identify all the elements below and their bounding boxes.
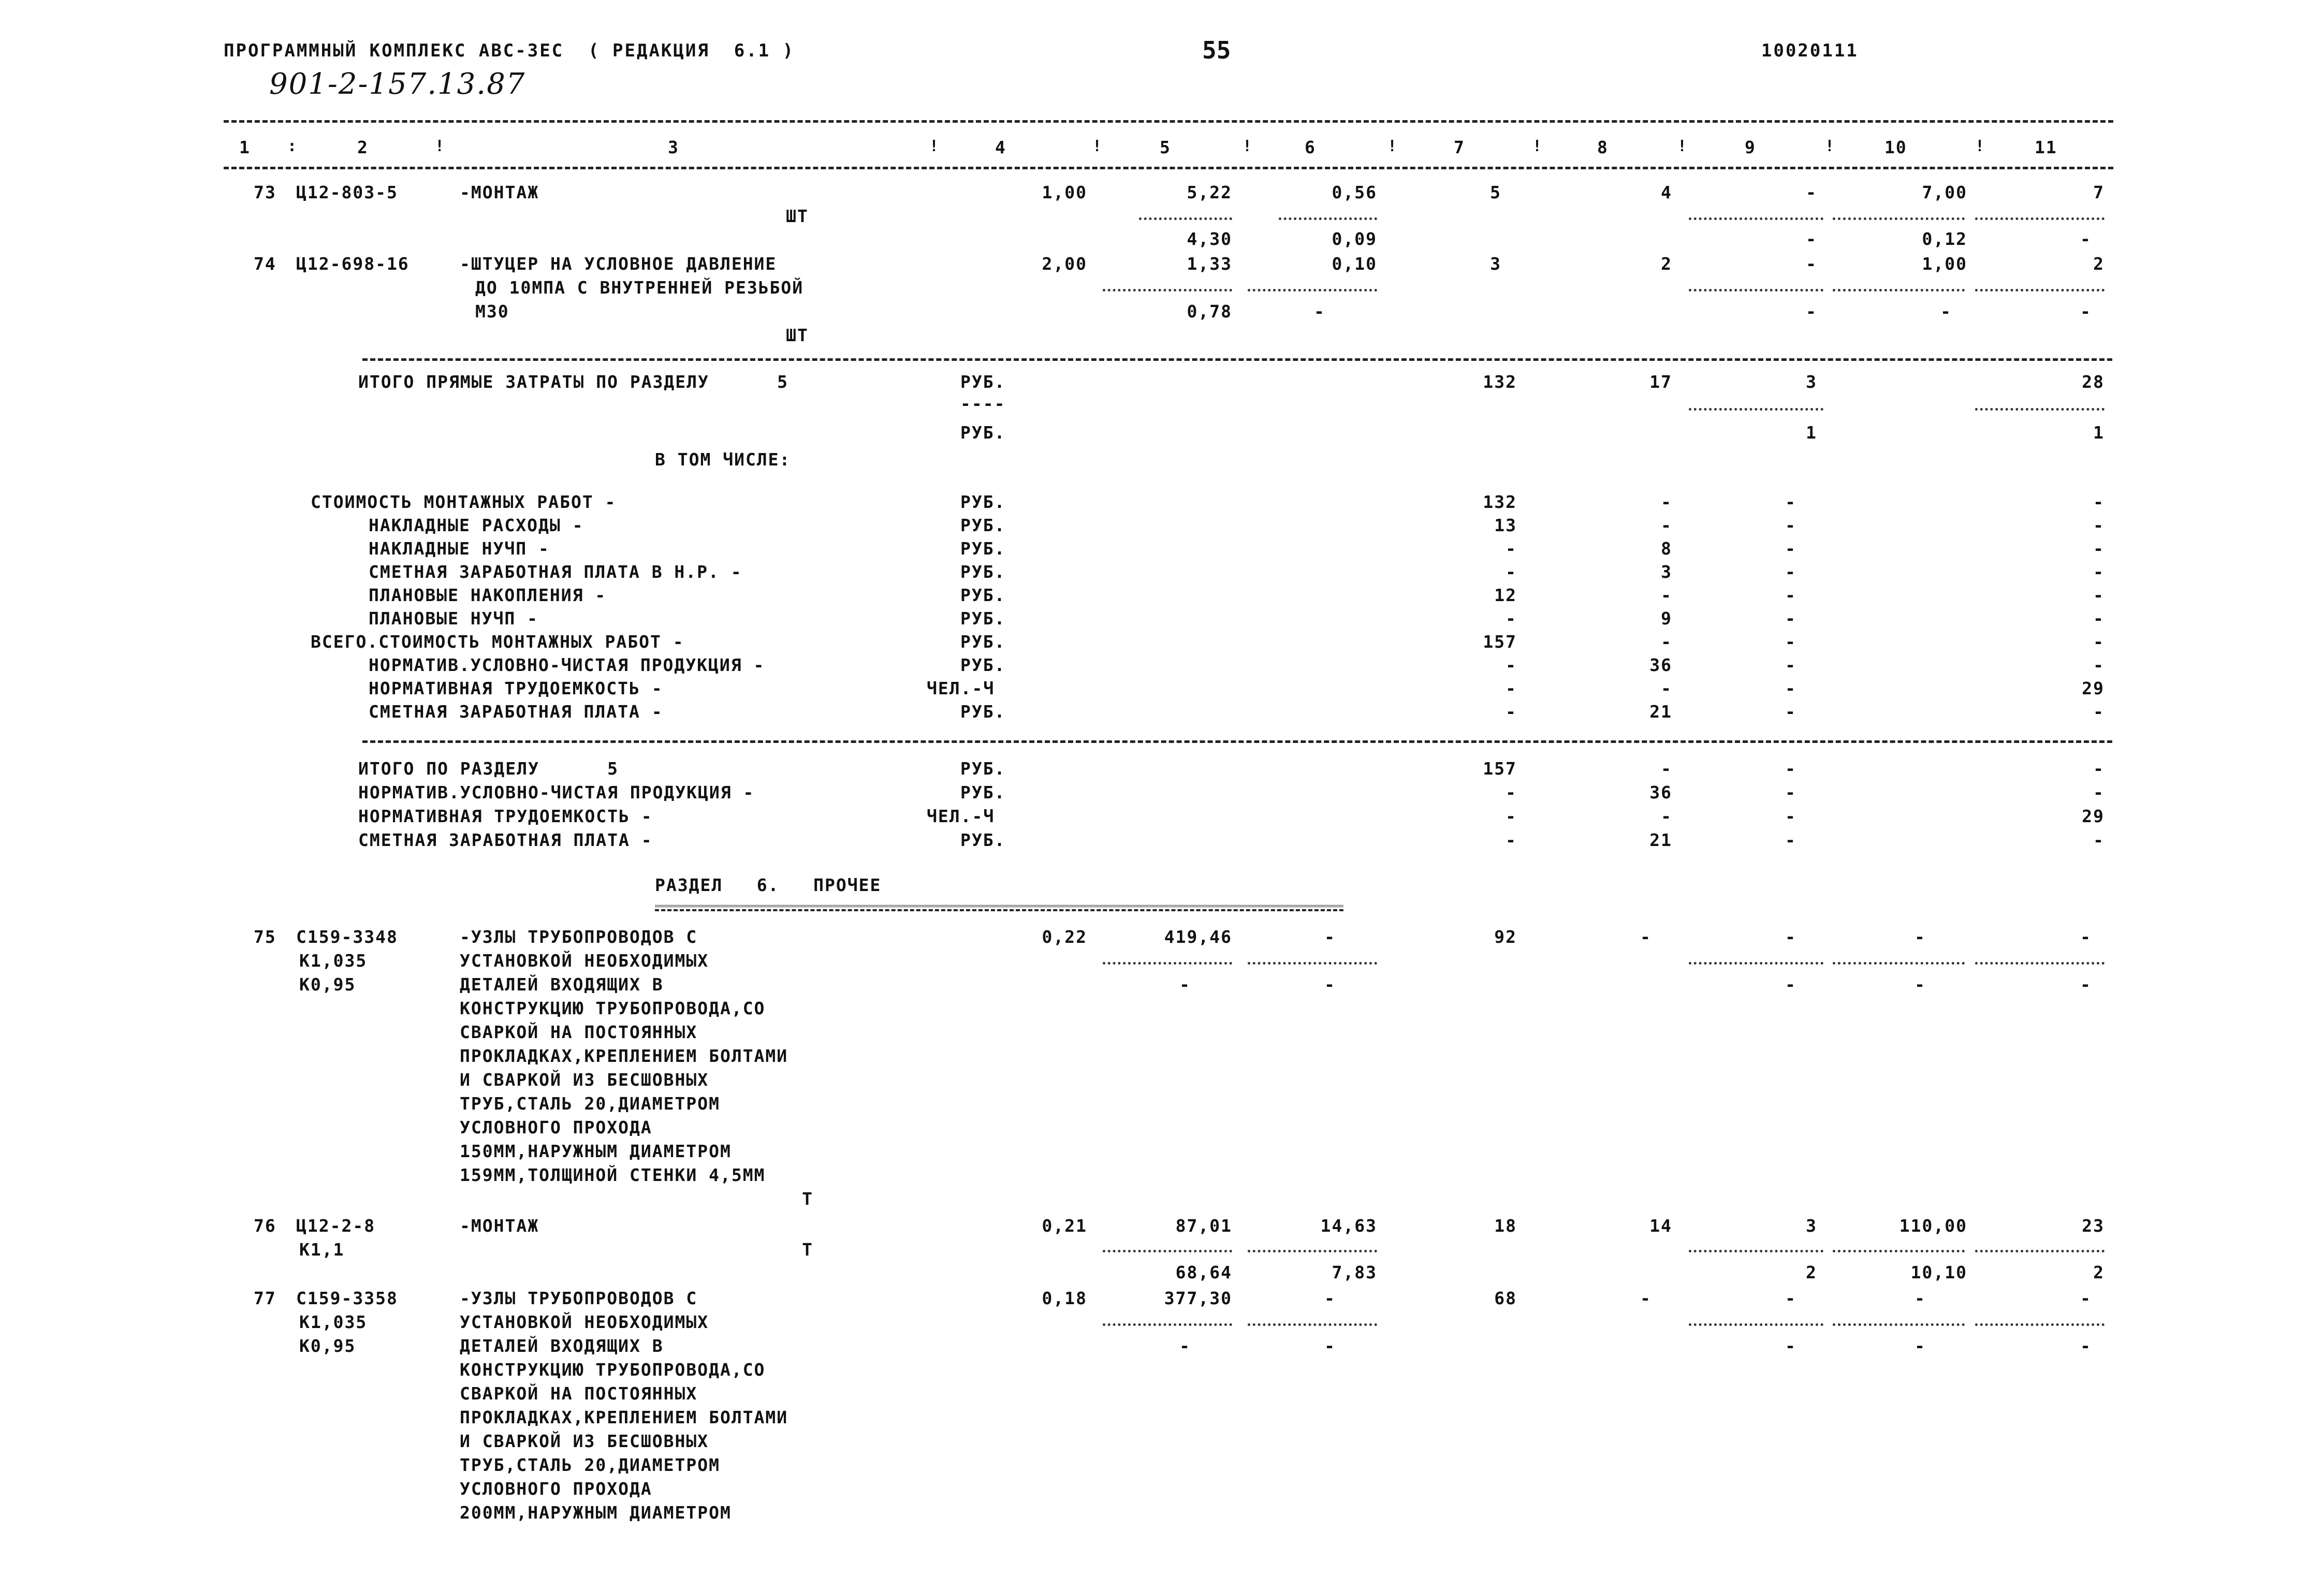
cell-7: - — [1506, 538, 1517, 559]
item-code-coef: К1,035 — [299, 951, 368, 971]
unit-label: РУБ. — [960, 492, 1006, 512]
cell-11: 23 — [2082, 1216, 2104, 1236]
item-code: С159-3348 — [296, 927, 398, 947]
cell-8: - — [1661, 632, 1672, 652]
cell-11b: - — [2080, 974, 2092, 995]
cell-7: - — [1506, 806, 1517, 826]
sub-divider — [1689, 962, 1823, 965]
cell-8: 14 — [1649, 1216, 1672, 1236]
cell-7: 132 — [1483, 492, 1517, 512]
cell-8: - — [1661, 515, 1672, 535]
breakdown-label: НАКЛАДНЫЕ РАСХОДЫ - — [369, 515, 584, 535]
cell-9: 3 — [1806, 1216, 1817, 1236]
cell-7: 92 — [1494, 927, 1517, 947]
description-line: КОНСТРУКЦИЮ ТРУБОПРОВОДА,СО — [460, 1360, 766, 1380]
cell-9: - — [1785, 806, 1796, 826]
item-code: Ц12-803-5 — [296, 182, 398, 202]
cell-10: 110,00 — [1899, 1216, 1967, 1236]
unit-label: РУБ. — [960, 782, 1006, 803]
cell-8: 36 — [1649, 782, 1672, 803]
col-sep: ! — [1825, 137, 1835, 155]
cell-5: 87,01 — [1175, 1216, 1232, 1236]
section-total-label: ИТОГО ПРЯМЫЕ ЗАТРАТЫ ПО РАЗДЕЛУ 5 — [358, 372, 788, 392]
section-6-title: РАЗДЕЛ 6. ПРОЧЕЕ — [655, 875, 882, 895]
cell-6b: - — [1324, 974, 1336, 995]
sub-divider — [1975, 962, 2104, 965]
unit-label: ЧЕЛ.-Ч — [927, 806, 995, 826]
cell-11: - — [2093, 492, 2104, 512]
unit-label: РУБ. — [960, 632, 1006, 652]
cell-11: - — [2093, 585, 2104, 605]
col-6: 6 — [1305, 137, 1316, 157]
item-description: ДО 10МПА С ВНУТРЕННЕЙ РЕЗЬБОЙ — [475, 278, 804, 298]
cell-5b: 68,64 — [1175, 1262, 1232, 1282]
cell-6b: 7,83 — [1332, 1262, 1377, 1282]
item-code-coef: К0,95 — [299, 974, 356, 995]
sub-divider — [1103, 289, 1232, 291]
cell-11b: 2 — [2093, 1262, 2104, 1282]
item-unit: ШТ — [786, 206, 809, 226]
sub-divider — [1975, 217, 2104, 220]
cell-11b: - — [2080, 1336, 2092, 1356]
sub-divider — [1103, 962, 1232, 965]
cell-10: - — [1914, 1288, 1926, 1308]
col-sep: ! — [1677, 137, 1687, 155]
breakdown-label: НАКЛАДНЫЕ НУЧП - — [369, 538, 550, 559]
sub-divider — [1833, 1323, 1965, 1326]
cell-9b: - — [1806, 229, 1817, 249]
description-line: УСЛОВНОГО ПРОХОДА — [460, 1117, 652, 1137]
cell-7: 5 — [1490, 182, 1501, 202]
unit-label: РУБ. — [960, 538, 1006, 559]
cell-8: - — [1661, 758, 1672, 779]
sub-divider — [1689, 1323, 1823, 1326]
sub-divider — [1689, 1250, 1823, 1252]
cell-7: - — [1506, 702, 1517, 722]
breakdown-label: СТОИМОСТЬ МОНТАЖНЫХ РАБОТ - — [311, 492, 617, 512]
item-code-coef: К1,035 — [299, 1312, 368, 1332]
item-number: 75 — [254, 927, 276, 947]
cell-9: - — [1785, 492, 1796, 512]
sub-divider — [1975, 289, 2104, 291]
unit-label: РУБ. — [960, 702, 1006, 722]
description-line: 159ММ,ТОЛЩИНОЙ СТЕНКИ 4,5ММ — [460, 1165, 766, 1185]
col-sep: : — [287, 137, 297, 155]
col-4: 4 — [995, 137, 1006, 157]
sub-divider — [1833, 962, 1965, 965]
cell-9: - — [1785, 1288, 1796, 1308]
col-9: 9 — [1745, 137, 1756, 157]
sub-divider — [1975, 408, 2104, 411]
item-unit: Т — [802, 1239, 813, 1260]
cell-7: 157 — [1483, 632, 1517, 652]
cell-11: - — [2093, 632, 2104, 652]
breakdown-label: НОРМАТИВ.УСЛОВНО-ЧИСТАЯ ПРОДУКЦИЯ - — [369, 655, 765, 675]
cell-9: - — [1785, 608, 1796, 629]
col-3: 3 — [668, 137, 679, 157]
sub-divider — [1833, 217, 1965, 220]
cell-8: - — [1640, 927, 1651, 947]
cell-7: 3 — [1490, 254, 1501, 274]
cell-9: - — [1785, 758, 1796, 779]
cell-9: - — [1785, 538, 1796, 559]
cell-8: - — [1661, 678, 1672, 698]
cell-8: 3 — [1661, 562, 1672, 582]
cell-8: 21 — [1649, 830, 1672, 850]
cell-11b: - — [2080, 229, 2092, 249]
breakdown-label: ПЛАНОВЫЕ НУЧП - — [369, 608, 539, 629]
cell-9: - — [1785, 515, 1796, 535]
breakdown-label: СМЕТНАЯ ЗАРАБОТНАЯ ПЛАТА В Н.Р. - — [369, 562, 742, 582]
cell-9: - — [1785, 830, 1796, 850]
cell-11: 29 — [2082, 678, 2104, 698]
cell-11: 28 — [2082, 372, 2104, 392]
cell-9: - — [1785, 927, 1796, 947]
col-sep: ! — [1092, 137, 1102, 155]
cell-10b: - — [1940, 301, 1952, 322]
cell-9b: - — [1806, 301, 1817, 322]
cell-5b: 0,78 — [1187, 301, 1232, 322]
description-line: ТРУБ,СТАЛЬ 20,ДИАМЕТРОМ — [460, 1455, 720, 1475]
top-rule — [224, 120, 2113, 123]
sub-divider — [1833, 289, 1965, 291]
cell-8: - — [1640, 1288, 1651, 1308]
cell-6b: 0,09 — [1332, 229, 1377, 249]
description-line: ТРУБ,СТАЛЬ 20,ДИАМЕТРОМ — [460, 1093, 720, 1114]
col-sep: ! — [1975, 137, 1985, 155]
cell-11: - — [2093, 758, 2104, 779]
page-number: 55 — [1202, 36, 1231, 64]
cell-5: 377,30 — [1164, 1288, 1232, 1308]
cell-11: - — [2093, 562, 2104, 582]
cell-9: - — [1785, 782, 1796, 803]
description-line: И СВАРКОЙ ИЗ БЕСШОВНЫХ — [460, 1070, 709, 1090]
cell-6: - — [1324, 1288, 1336, 1308]
item-number: 77 — [254, 1288, 276, 1308]
item-description: -МОНТАЖ — [460, 1216, 539, 1236]
item-description: -ШТУЦЕР НА УСЛОВНОЕ ДАВЛЕНИЕ — [460, 254, 777, 274]
description-line: ПРОКЛАДКАХ,КРЕПЛЕНИЕМ БОЛТАМИ — [460, 1046, 788, 1066]
unit-label: РУБ. — [960, 562, 1006, 582]
cell-11: 2 — [2093, 254, 2104, 274]
cell-9: - — [1785, 632, 1796, 652]
col-2: 2 — [357, 137, 369, 157]
document-code: 10020111 — [1761, 40, 1859, 61]
cell-8: 17 — [1649, 372, 1672, 392]
sub-divider — [1248, 1250, 1377, 1252]
cell-7: 18 — [1494, 1216, 1517, 1236]
cell-11b: - — [2080, 301, 2092, 322]
col-10: 10 — [1884, 137, 1907, 157]
col-7: 7 — [1454, 137, 1465, 157]
cell-11: - — [2080, 927, 2092, 947]
col-11: 11 — [2035, 137, 2057, 157]
cell-9: - — [1785, 562, 1796, 582]
cell-11: 29 — [2082, 806, 2104, 826]
cell-9: - — [1806, 254, 1817, 274]
unit-divider: ---- — [960, 393, 1006, 414]
description-line: И СВАРКОЙ ИЗ БЕСШОВНЫХ — [460, 1431, 709, 1451]
cell-5: 419,46 — [1164, 927, 1232, 947]
cell-11b: 1 — [2093, 422, 2104, 443]
sub-divider — [1103, 1323, 1232, 1326]
cell-5b: - — [1179, 974, 1191, 995]
title-underline — [655, 905, 1343, 911]
cell-10b: 0,12 — [1922, 229, 1967, 249]
item-qty: 0,22 — [1042, 927, 1087, 947]
item-number: 76 — [254, 1216, 276, 1236]
cell-8: - — [1661, 585, 1672, 605]
summary-label: СМЕТНАЯ ЗАРАБОТНАЯ ПЛАТА - — [358, 830, 653, 850]
cell-6: 0,10 — [1332, 254, 1377, 274]
cell-10b: 10,10 — [1910, 1262, 1967, 1282]
item-description: -МОНТАЖ — [460, 182, 539, 202]
cell-11: - — [2093, 830, 2104, 850]
description-line: -УЗЛЫ ТРУБОПРОВОДОВ С — [460, 1288, 698, 1308]
description-line: УСТАНОВКОЙ НЕОБХОДИМЫХ — [460, 1312, 709, 1332]
item-code-coef: К0,95 — [299, 1336, 356, 1356]
breakdown-label: СМЕТНАЯ ЗАРАБОТНАЯ ПЛАТА - — [369, 702, 663, 722]
unit-label: РУБ. — [960, 515, 1006, 535]
sub-divider — [1689, 408, 1823, 411]
description-line: УСЛОВНОГО ПРОХОДА — [460, 1479, 652, 1499]
cell-11: - — [2093, 515, 2104, 535]
item-code: С159-3358 — [296, 1288, 398, 1308]
col-sep: ! — [435, 137, 445, 155]
including-label: В ТОМ ЧИСЛЕ: — [655, 449, 791, 470]
unit-label: ЧЕЛ.-Ч — [927, 678, 995, 698]
cell-8: 2 — [1661, 254, 1672, 274]
description-line: ДЕТАЛЕЙ ВХОДЯЩИХ В — [460, 974, 664, 995]
description-line: УСТАНОВКОЙ НЕОБХОДИМЫХ — [460, 951, 709, 971]
col-sep: ! — [1532, 137, 1542, 155]
cell-9: - — [1785, 702, 1796, 722]
item-qty: 0,21 — [1042, 1216, 1087, 1236]
cell-8: 36 — [1649, 655, 1672, 675]
col-8: 8 — [1597, 137, 1609, 157]
item-number: 74 — [254, 254, 276, 274]
sub-divider — [1833, 1250, 1965, 1252]
unit-label: РУБ. — [960, 372, 1006, 392]
sub-divider — [1103, 1250, 1232, 1252]
cell-10b: - — [1914, 974, 1926, 995]
unit-label: РУБ. — [960, 830, 1006, 850]
description-line: ДЕТАЛЕЙ ВХОДЯЩИХ В — [460, 1336, 664, 1356]
cell-6: 14,63 — [1320, 1216, 1377, 1236]
cell-10: 1,00 — [1922, 254, 1967, 274]
cell-11: - — [2080, 1288, 2092, 1308]
item-code-coef: К1,1 — [299, 1239, 345, 1260]
item-qty: 1,00 — [1042, 182, 1087, 202]
summary-label: НОРМАТИВНАЯ ТРУДОЕМКОСТЬ - — [358, 806, 653, 826]
cell-7: 68 — [1494, 1288, 1517, 1308]
cell-7: 12 — [1494, 585, 1517, 605]
unit-label: РУБ. — [960, 655, 1006, 675]
cell-11: - — [2093, 702, 2104, 722]
col-1: 1 — [239, 137, 251, 157]
unit-label: РУБ. — [960, 758, 1006, 779]
cell-5b: - — [1179, 1336, 1191, 1356]
breakdown-label: ПЛАНОВЫЕ НАКОПЛЕНИЯ - — [369, 585, 607, 605]
cell-7: - — [1506, 655, 1517, 675]
item-unit: ШТ — [786, 325, 809, 345]
sub-divider — [1248, 1323, 1377, 1326]
unit-label: РУБ. — [960, 422, 1006, 443]
item-description: М30 — [475, 301, 509, 322]
sub-divider — [1975, 1250, 2104, 1252]
item-number: 73 — [254, 182, 276, 202]
cell-6b: - — [1324, 1336, 1336, 1356]
sub-divider — [1689, 217, 1823, 220]
item-qty: 2,00 — [1042, 254, 1087, 274]
description-line: -УЗЛЫ ТРУБОПРОВОДОВ С — [460, 927, 698, 947]
cell-5: 1,33 — [1187, 254, 1232, 274]
cell-8: 8 — [1661, 538, 1672, 559]
cell-10b: - — [1914, 1336, 1926, 1356]
description-line: СВАРКОЙ НА ПОСТОЯННЫХ — [460, 1383, 698, 1404]
cell-8: - — [1661, 806, 1672, 826]
summary-label: ИТОГО ПО РАЗДЕЛУ 5 — [358, 758, 619, 779]
item-code: Ц12-2-8 — [296, 1216, 376, 1236]
col-sep: ! — [1243, 137, 1252, 155]
cell-9: - — [1785, 655, 1796, 675]
unit-label: РУБ. — [960, 608, 1006, 629]
cell-10: 7,00 — [1922, 182, 1967, 202]
handwritten-number: 901-2-157.13.87 — [269, 67, 526, 101]
cell-9b: - — [1785, 974, 1796, 995]
header-rule — [224, 167, 2113, 169]
breakdown-rule — [362, 740, 2112, 743]
cell-7: 13 — [1494, 515, 1517, 535]
cell-11: 7 — [2093, 182, 2104, 202]
sub-divider — [1248, 289, 1377, 291]
section-rule — [362, 358, 2112, 361]
sub-divider — [1975, 1323, 2104, 1326]
program-title: ПРОГРАММНЫЙ КОМПЛЕКС АВС-3ЕС ( РЕДАКЦИЯ 6.1 ) — [224, 40, 795, 61]
cell-6: 0,56 — [1332, 182, 1377, 202]
description-line: ПРОКЛАДКАХ,КРЕПЛЕНИЕМ БОЛТАМИ — [460, 1407, 788, 1427]
description-line: СВАРКОЙ НА ПОСТОЯННЫХ — [460, 1022, 698, 1042]
cell-7: - — [1506, 562, 1517, 582]
unit-label: РУБ. — [960, 585, 1006, 605]
col-5: 5 — [1160, 137, 1171, 157]
cell-8: 21 — [1649, 702, 1672, 722]
cell-10: - — [1914, 927, 1926, 947]
cell-7: - — [1506, 608, 1517, 629]
cell-8: 4 — [1661, 182, 1672, 202]
cell-9: - — [1785, 585, 1796, 605]
cell-11: - — [2093, 655, 2104, 675]
item-qty: 0,18 — [1042, 1288, 1087, 1308]
item-code: Ц12-698-16 — [296, 254, 410, 274]
description-line: 200ММ,НАРУЖНЫМ ДИАМЕТРОМ — [460, 1503, 732, 1523]
cell-9b: 2 — [1806, 1262, 1817, 1282]
cell-5: 5,22 — [1187, 182, 1232, 202]
cell-9b: 1 — [1806, 422, 1817, 443]
col-sep: ! — [1387, 137, 1397, 155]
sub-divider — [1689, 289, 1823, 291]
summary-label: НОРМАТИВ.УСЛОВНО-ЧИСТАЯ ПРОДУКЦИЯ - — [358, 782, 755, 803]
breakdown-label: НОРМАТИВНАЯ ТРУДОЕМКОСТЬ - — [369, 678, 663, 698]
cell-7: - — [1506, 782, 1517, 803]
cell-8: 9 — [1661, 608, 1672, 629]
sub-divider — [1279, 217, 1377, 220]
cell-8: - — [1661, 492, 1672, 512]
breakdown-label: ВСЕГО.СТОИМОСТЬ МОНТАЖНЫХ РАБОТ - — [311, 632, 684, 652]
cell-7: 157 — [1483, 758, 1517, 779]
cell-9: - — [1785, 678, 1796, 698]
description-line: КОНСТРУКЦИЮ ТРУБОПРОВОДА,СО — [460, 998, 766, 1018]
cell-7: 132 — [1483, 372, 1517, 392]
cell-9: - — [1806, 182, 1817, 202]
cell-5b: 4,30 — [1187, 229, 1232, 249]
cell-9: 3 — [1806, 372, 1817, 392]
cell-9b: - — [1785, 1336, 1796, 1356]
description-line: 150ММ,НАРУЖНЫМ ДИАМЕТРОМ — [460, 1141, 732, 1161]
cell-7: - — [1506, 830, 1517, 850]
cell-11: - — [2093, 538, 2104, 559]
sub-divider — [1139, 217, 1232, 220]
item-unit: Т — [802, 1189, 813, 1209]
cell-11: - — [2093, 782, 2104, 803]
cell-7: - — [1506, 678, 1517, 698]
cell-6: - — [1324, 927, 1336, 947]
col-sep: ! — [929, 137, 939, 155]
sub-divider — [1248, 962, 1377, 965]
cell-11: - — [2093, 608, 2104, 629]
cell-6b: - — [1314, 301, 1325, 322]
